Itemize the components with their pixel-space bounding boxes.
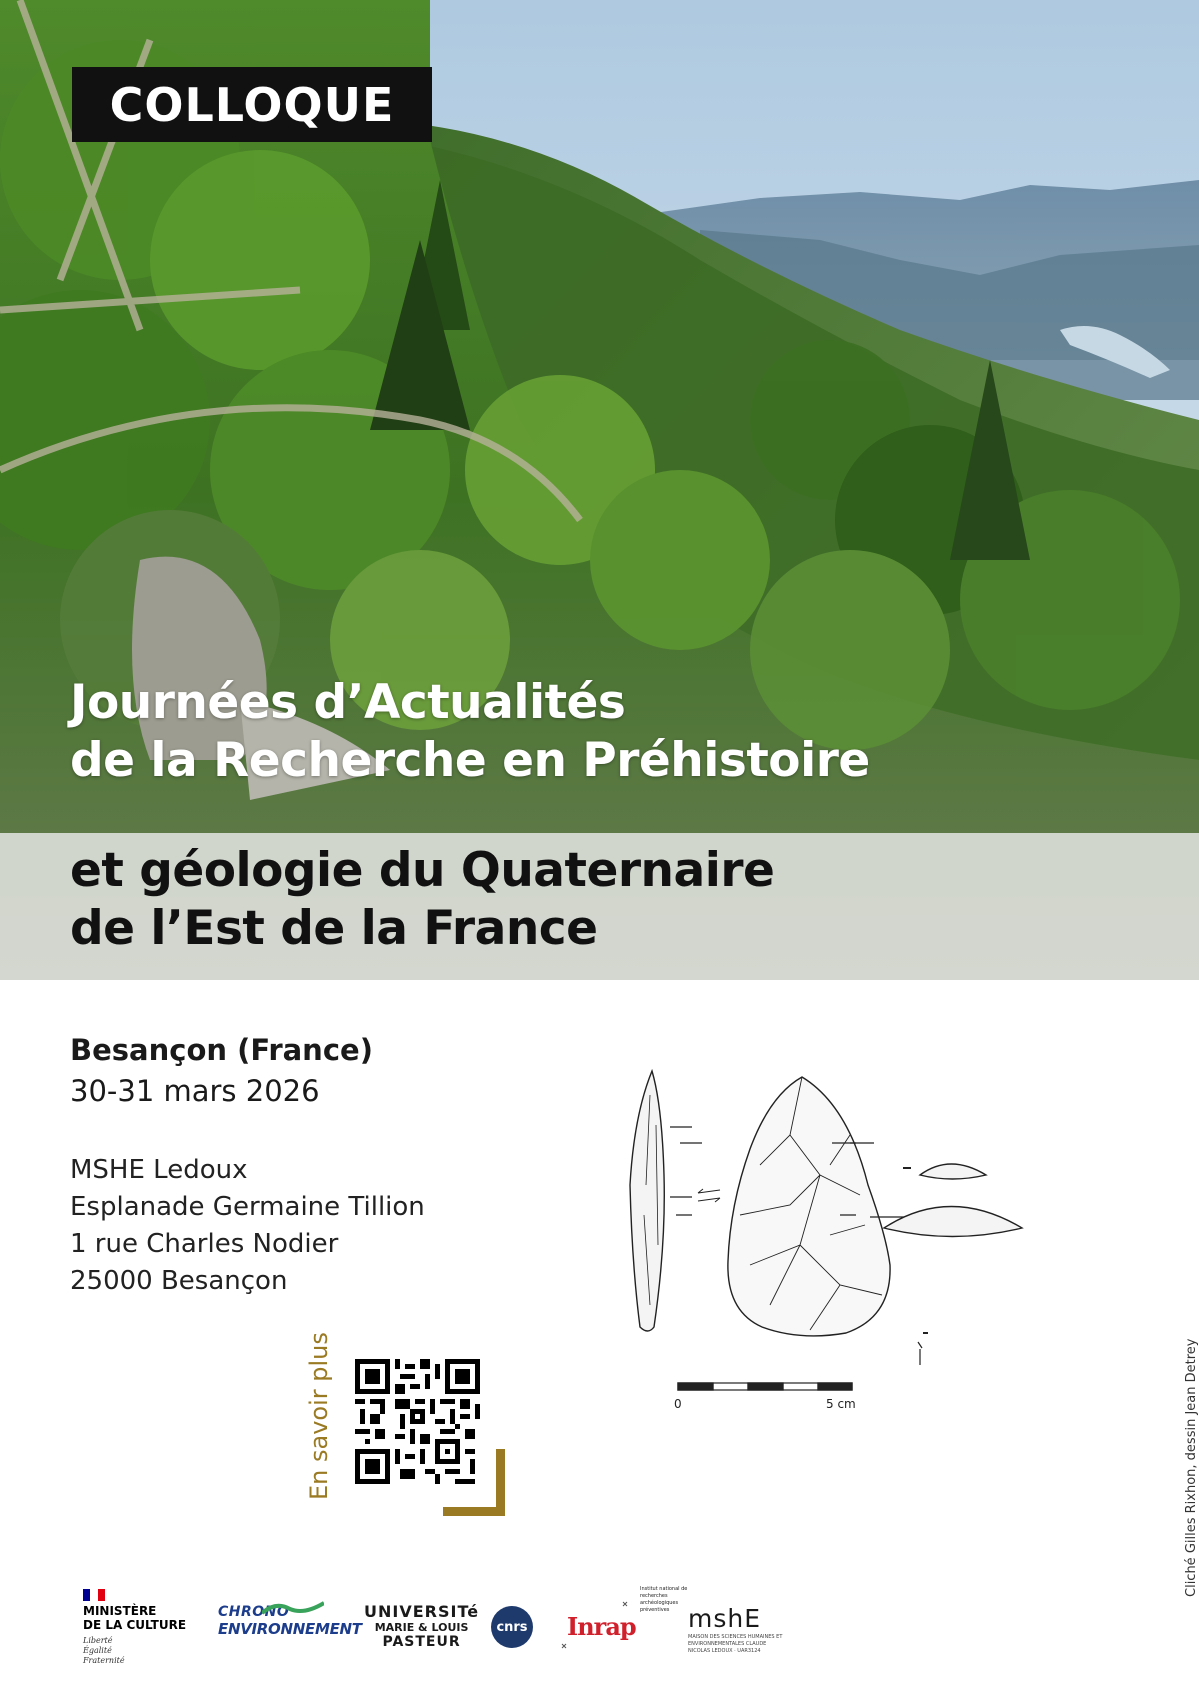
address-line-2: Esplanade Germaine Tillion — [70, 1192, 425, 1222]
motto-egalite: Égalité — [83, 1646, 112, 1655]
ministere-line-2: DE LA CULTURE — [83, 1618, 187, 1632]
colloque-badge — [72, 67, 432, 142]
motto-fraternite: Fraternité — [83, 1656, 125, 1665]
title-line-2: de la Recherche en Préhistoire — [70, 733, 870, 788]
title-line-4: de l’Est de la France — [70, 901, 598, 956]
umlp-line-3: PASTEUR — [382, 1634, 461, 1650]
ministere-line-1: MINISTÈRE — [83, 1604, 157, 1618]
address-line-1: MSHE Ledoux — [70, 1155, 248, 1185]
motto-liberte: Liberté — [83, 1636, 113, 1645]
address-line-3: 1 rue Charles Nodier — [70, 1229, 339, 1259]
inrap-logo[interactable]: Inrap — [567, 1612, 636, 1641]
event-city: Besançon (France) — [70, 1033, 373, 1067]
chrono-line-1: CHRONO — [218, 1604, 290, 1620]
qr-label: En savoir plus — [305, 1332, 333, 1500]
chrono-line-2: ENVIRONNEMENT — [218, 1620, 362, 1638]
event-dates: 30-31 mars 2026 — [70, 1074, 320, 1108]
scale-end-label: 5 cm — [826, 1397, 856, 1411]
title-line-1: Journées d’Actualités — [70, 675, 626, 730]
cnrs-label: cnrs — [496, 1619, 528, 1635]
colloque-label: COLLOQUE — [109, 77, 395, 132]
photo-credit: Cliché Gilles Rixhon, dessin Jean Detrey — [1184, 1338, 1199, 1597]
inrap-cross-marks-icon — [560, 1600, 630, 1650]
cnrs-logo[interactable] — [491, 1606, 533, 1648]
umlp-line-1: UNIVERSITé — [364, 1602, 480, 1621]
biface-drawing — [620, 1065, 1120, 1475]
ministere-logo[interactable] — [83, 1604, 186, 1632]
title-line-3: et géologie du Quaternaire — [70, 843, 775, 898]
universite-marie-louis-pasteur-logo[interactable] — [364, 1602, 479, 1650]
qr-bracket-horizontal — [443, 1507, 505, 1516]
qr-code-icon[interactable] — [355, 1359, 480, 1484]
marianne-flag-icon — [83, 1589, 105, 1601]
umlp-line-2: MARIE & LOUIS — [374, 1621, 469, 1634]
address-line-4: 25000 Besançon — [70, 1266, 288, 1296]
inrap-subtitle: Institut national de recherches archéologiques préventives — [640, 1586, 688, 1613]
scale-start-label: 0 — [674, 1397, 682, 1411]
mshe-logo[interactable]: mshE — [688, 1604, 762, 1633]
ministere-motto — [83, 1636, 125, 1666]
mshe-subtitle: MAISON DES SCIENCES HUMAINES ET ENVIRONNEMENTALES CLAUDE NICOLAS LEDOUX · UAR3124 — [688, 1634, 783, 1654]
qr-bracket-vertical — [496, 1449, 505, 1516]
chrono-wave-icon — [262, 1601, 324, 1615]
